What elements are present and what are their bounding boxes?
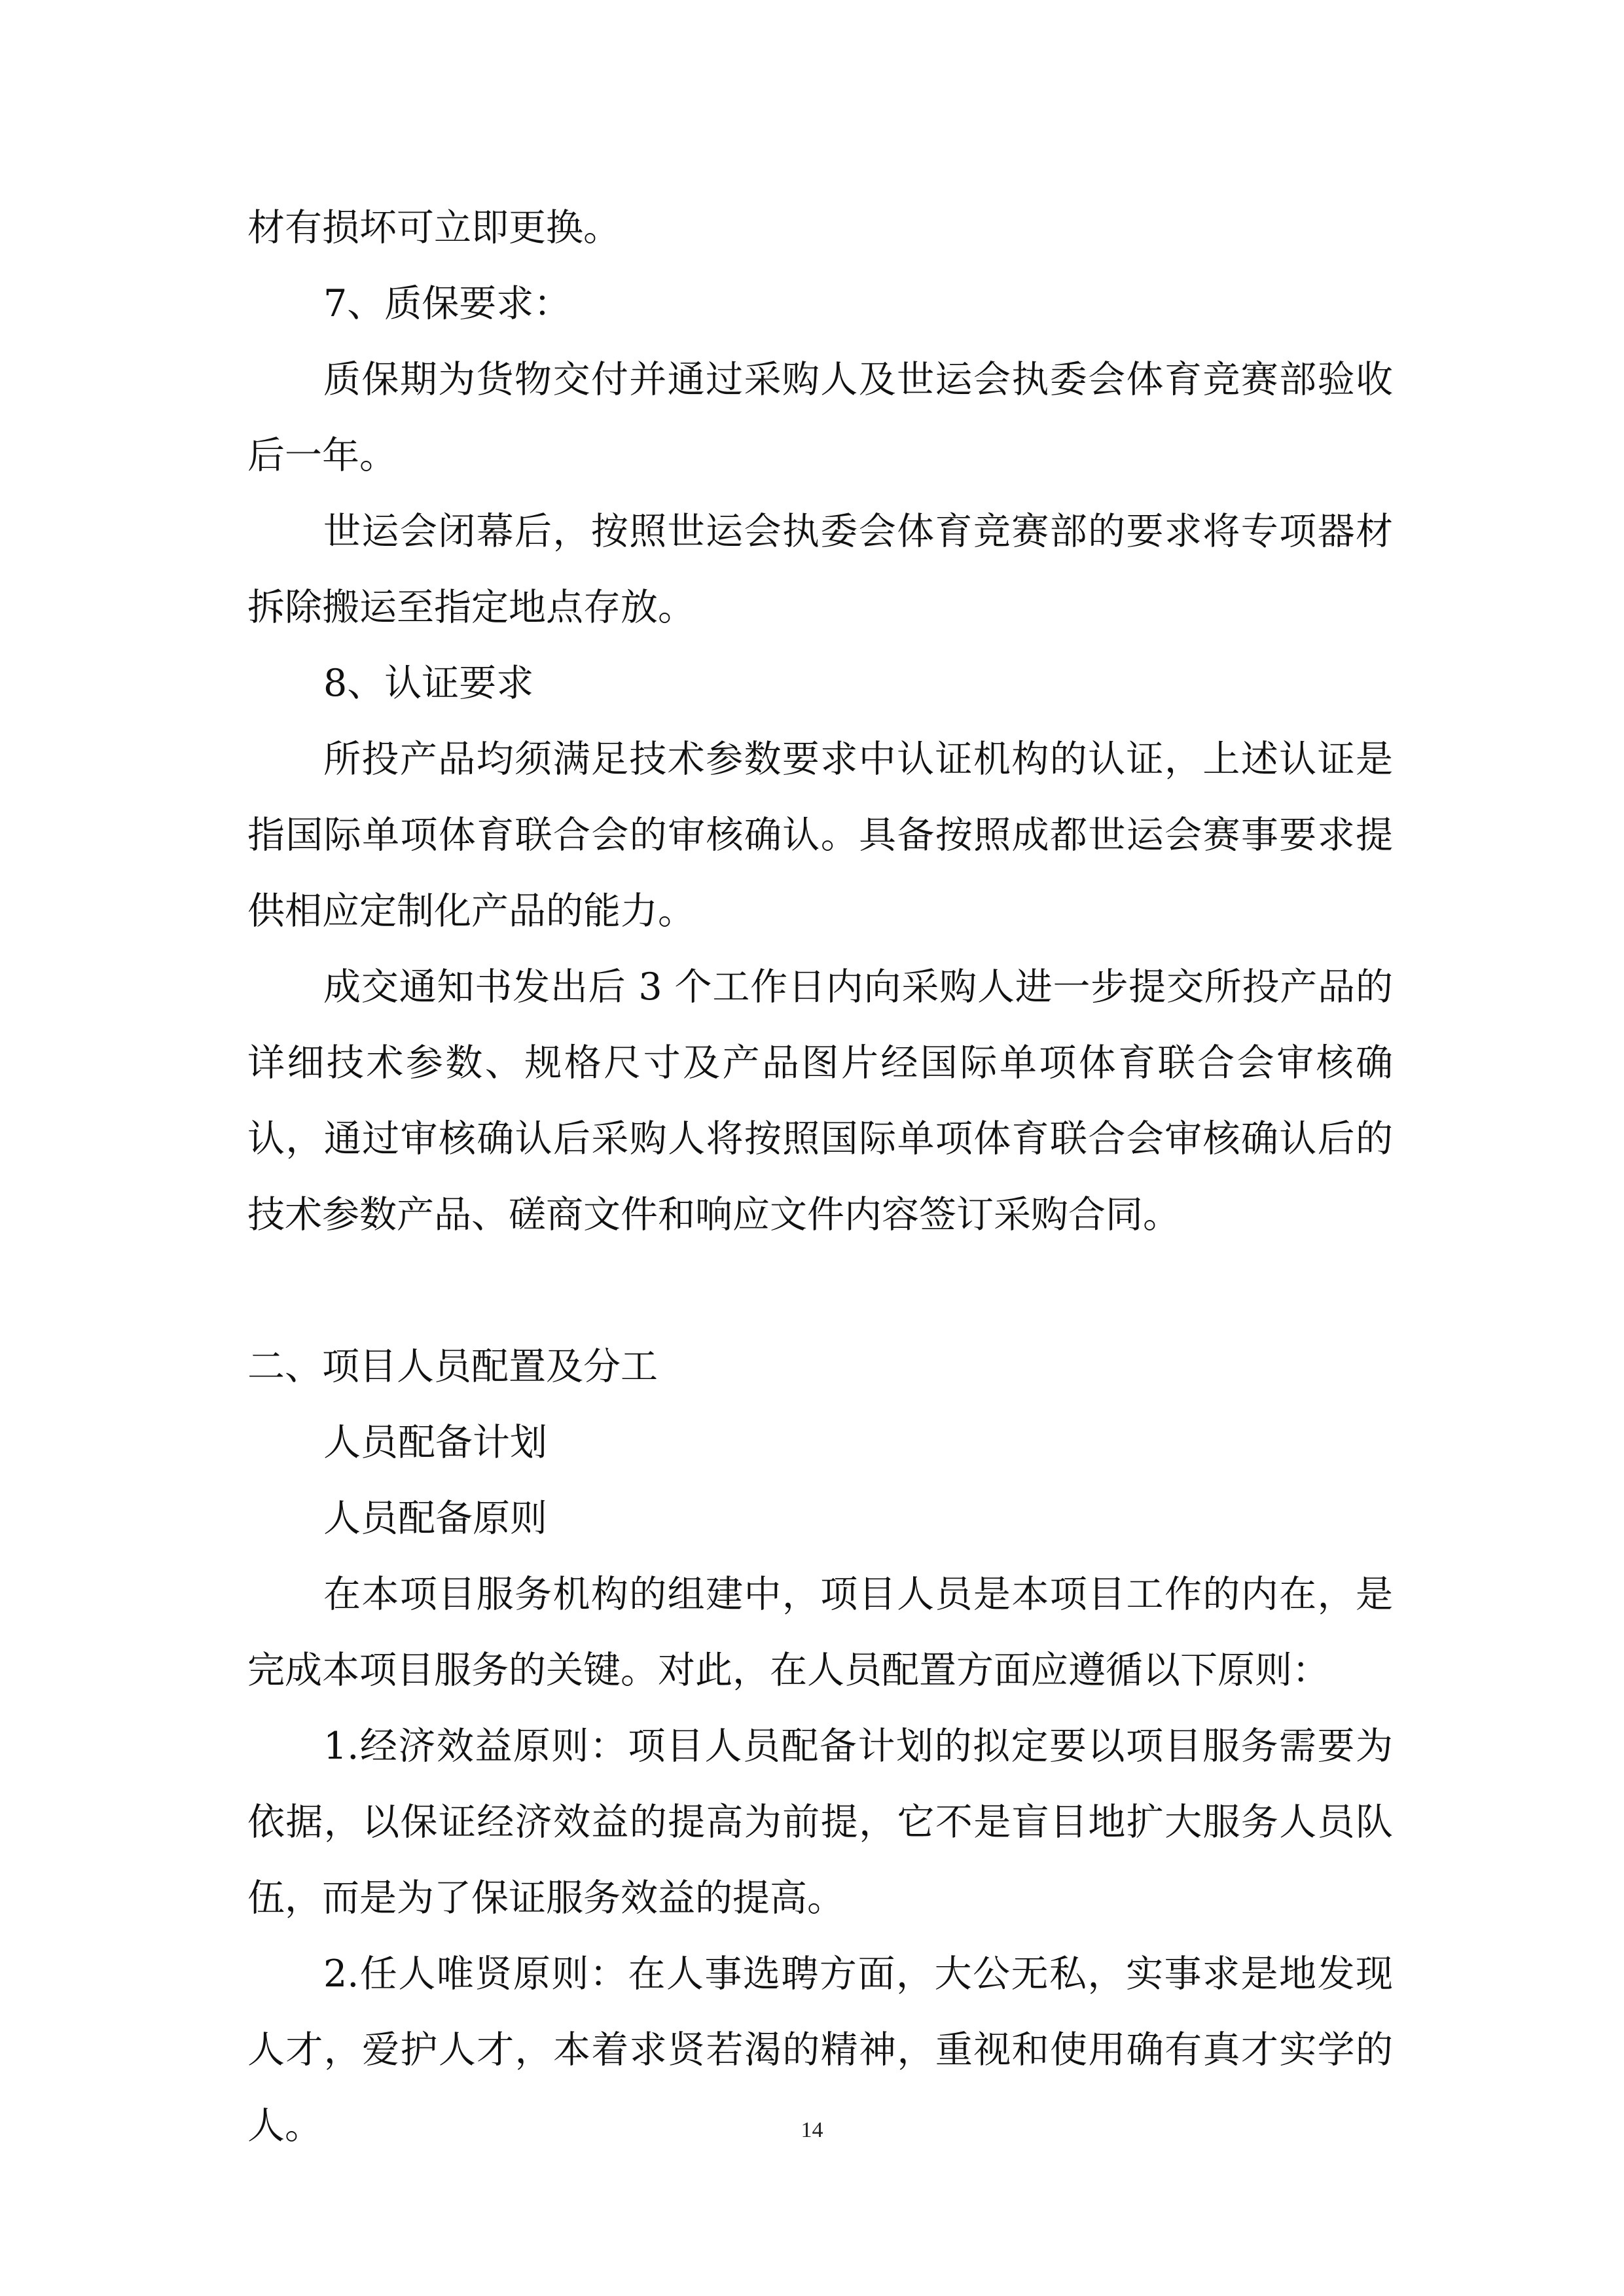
heading-section-two: 二、项目人员配置及分工 xyxy=(247,1345,658,1388)
paragraph-warranty-period: 质保期为货物交付并通过采购人及世运会执委会体育竞赛部验收后一年。 xyxy=(247,358,1393,477)
heading-staffing-plan: 人员配备计划 xyxy=(323,1421,547,1464)
heading-staffing-principles: 人员配备原则 xyxy=(323,1497,547,1540)
paragraph-submission: 成交通知书发出后 3 个工作日内向采购人进一步提交所投产品的详细技术参数、规格尺寸及产品图片经国际单项体育联合会审核确认，通过审核确认后采购人将按照国际单项体育联合会审核确认后的技术参数产品、磋商文件和响应文件内容签订采购合同。 xyxy=(247,965,1393,1236)
paragraph-principle-merit: 2.任人唯贤原则：在人事选聘方面，大公无私，实事求是地发现人才，爱护人才，本着求贤若渴的精神，重视和使用确有真才实学的人。 xyxy=(247,1952,1393,2147)
paragraph-principles-intro: 在本项目服务机构的组建中，项目人员是本项目工作的内在，是完成本项目服务的关键。对此，在人员配置方面应遵循以下原则： xyxy=(247,1573,1393,1692)
heading-certification: 8、认证要求 xyxy=(323,662,534,705)
paragraph-principle-economic: 1.经济效益原则：项目人员配备计划的拟定要以项目服务需要为依据，以保证经济效益的提高为前提，它不是盲目地扩大服务人员队伍，而是为了保证服务效益的提高。 xyxy=(247,1725,1393,1920)
section-gap xyxy=(247,1253,1393,1329)
paragraph-certification: 所投产品均须满足技术参数要求中认证机构的认证，上述认证是指国际单项体育联合会的审核确认。具备按照成都世运会赛事要求提供相应定制化产品的能力。 xyxy=(247,738,1393,933)
page-number: 14 xyxy=(801,2118,823,2142)
paragraph-continuation: 材有损坏可立即更换。 xyxy=(247,206,621,249)
heading-warranty: 7、质保要求： xyxy=(323,282,571,325)
document-body xyxy=(247,190,1393,2164)
paragraph-after-closing: 世运会闭幕后，按照世运会执委会体育竞赛部的要求将专项器材拆除搬运至指定地点存放。 xyxy=(247,510,1393,629)
